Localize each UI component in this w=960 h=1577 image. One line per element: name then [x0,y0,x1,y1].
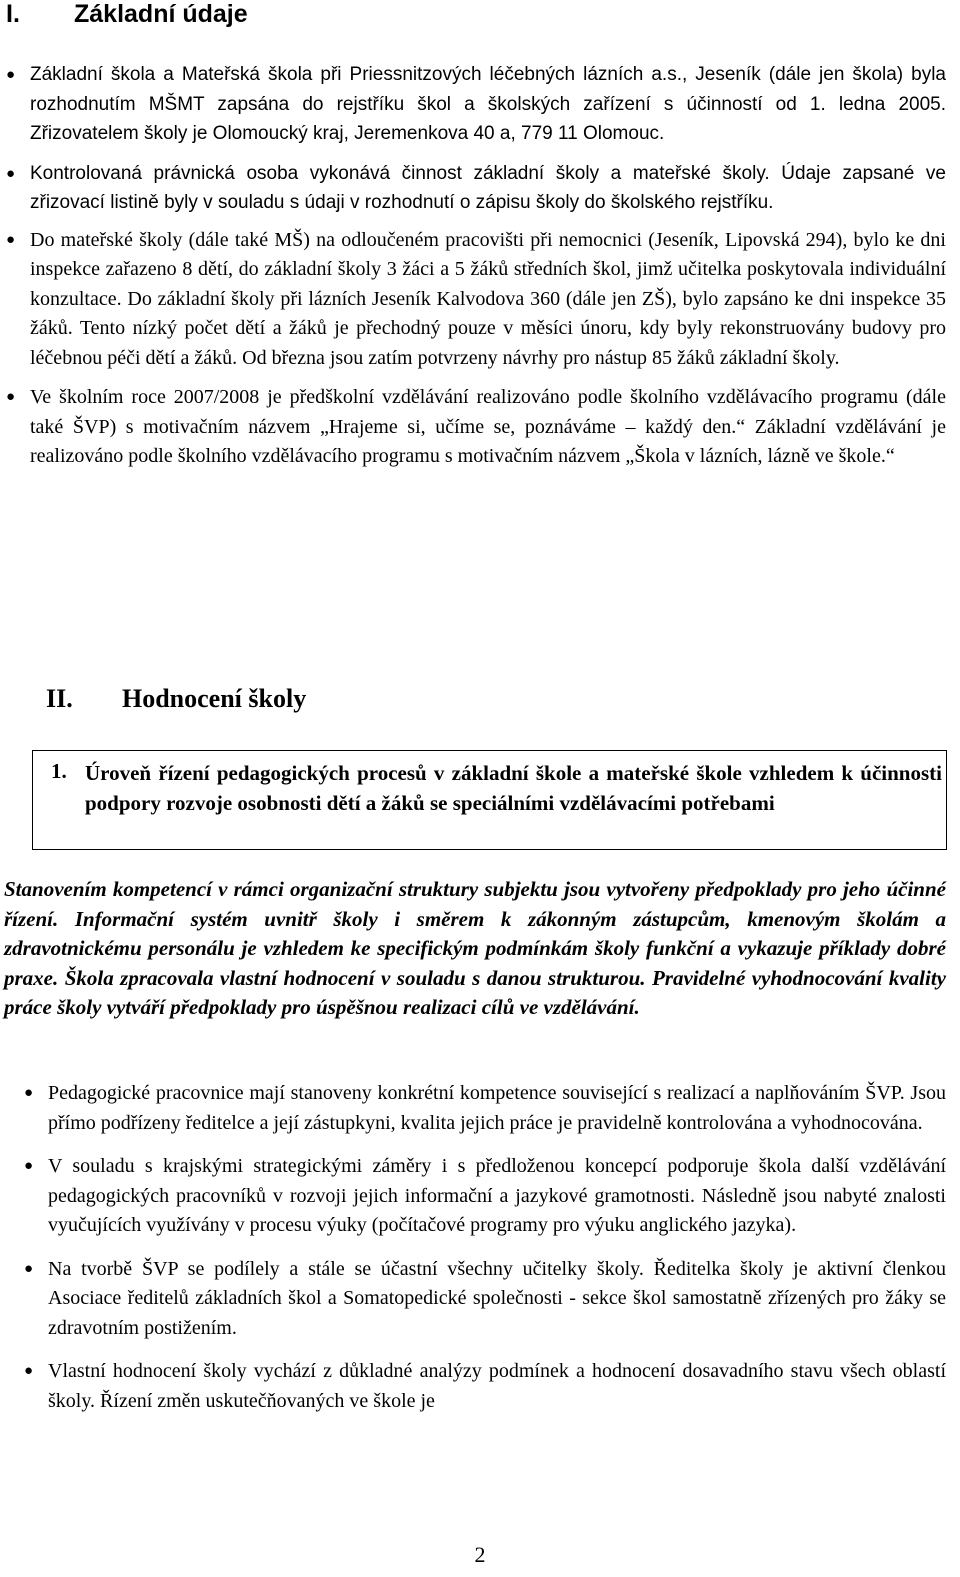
section-1-number: I. [6,0,20,28]
criterion-number: 1. [51,759,67,783]
bullet-icon: ● [24,1158,34,1174]
section-2-number: II. [46,684,73,713]
section-2-heading [46,684,306,714]
list-item: ● Na tvorbě ŠVP se podílely a stále se účastní všechny učitelky školy. Ředitelka školy je aktivní členkou Asociace ředitelů základních škol a Somatopedické společnosti - sekce škol samostatně zřízených pro žáky se zdravotním postižením. [18,1255,946,1344]
list-item: ● V souladu s krajskými strategickými záměry i s předloženou koncepcí podporuje škola další vzdělávání pedagogických pracovníků v rozvoji jejich informační a jazykové gramotnosti. Následně jsou nabyté znalosti vyučujících využívány v procesu výuky (počítačové programy pro výuku anglického jazyka). [18,1152,946,1241]
section-1-title: Základní údaje [74,0,248,28]
bullet-icon: ● [6,164,16,182]
bullet-icon: ● [24,1260,34,1277]
section-1-heading [6,0,248,29]
bullet-icon: ● [6,231,16,248]
list-item: ● Základní škola a Mateřská škola při Priessnitzových léčebných lázních a.s., Jeseník (dále jen škola) byla rozhodnutím MŠMT zapsána do rejstříku škol a školských zařízení s účinností od 1. ledna 2005. Zřizovatelem školy je Olomoucký kraj, Jeremenkova 40 a, 779 11 Olomouc. [0,60,946,149]
bullet-icon: ● [6,389,16,405]
bullet-icon: ● [24,1085,34,1101]
section-2-title: Hodnocení školy [122,684,307,713]
list-item: ● Do mateřské školy (dále také MŠ) na odloučeném pracovišti při nemocnici (Jeseník, Lipovská 294), bylo ke dni inspekce zařazeno 8 dětí, do základní školy 3 žáci a 5 žáků středních škol, jimž učitelka poskytovala individuální konzultace. Do základní školy při lázních Jeseník Kalvodova 360 (dále jen ZŠ), bylo zapsáno ke dni inspekce 35 žáků. Tento nízký počet dětí a žáků je přechodný pouze v měsíci únoru, kdy byly rekonstruovány budovy pro léčebnou péči dětí a žáků. Od března jsou zatím potvrzeny návrhy pro nástup 85 žáků základní školy. [0,226,946,374]
list-item: ● Pedagogické pracovnice mají stanoveny konkrétní kompetence související s realizací a naplňováním ŠVP. Jsou přímo podřízeny ředitelce a její zástupkyni, kvalita jejich práce je pravidelně kontrolována a vyhodnocována. [18,1079,946,1138]
section-1-bullet-list [0,60,946,482]
criterion-box [32,750,947,850]
list-item: ● Vlastní hodnocení školy vychází z důkladné analýzy podmínek a hodnocení dosavadního stavu všech oblastí školy. Řízení změn uskutečňovaných ve škole je [18,1357,946,1416]
page-number: 2 [474,1542,486,1567]
list-item: ● Ve školním roce 2007/2008 je předškolní vzdělávání realizováno podle školního vzdělávacího programu (dále také ŠVP) s motivačním názvem „Hrajeme si, učíme se, poznáváme – každý den.“ Základní vzdělávání je realizováno podle školního vzdělávacího programu s motivačním názvem „Škola v lázních, lázně ve škole.“ [0,383,946,472]
bullet-icon: ● [6,66,16,83]
bullet-icon: ● [24,1363,34,1379]
list-item: ● Kontrolovaná právnická osoba vykonává činnost základní školy a mateřské školy. Údaje zapsané ve zřizovací listině byly v souladu s údaji v rozhodnutí o zápisu školy do školského rejstříku. [0,159,946,218]
section-2-bullet-list [18,1079,946,1426]
criterion-title: Úroveň řízení pedagogických procesů v základní škole a mateřské škole vzhledem k účinnosti podpory rozvoje osobnosti dětí a žáků se speciálními vzdělávacími potřebami [85,761,942,815]
summary-paragraph: Stanovením kompetencí v rámci organizační struktury subjektu jsou vytvořeny předpoklady pro jeho účinné řízení. Informační systém uvnitř školy i směrem k zákonným zástupcům, kmenovým školám a zdravotnickému personálu je vzhledem ke specifickým podmínkám školy funkční a vykazuje příklady dobré praxe. Škola zpracovala vlastní hodnocení v souladu s danou strukturou. Pravidelné vyhodnocování kvality práce školy vytváří předpoklady pro úspěšnou realizaci cílů ve vzdělávání. [4,877,946,1019]
